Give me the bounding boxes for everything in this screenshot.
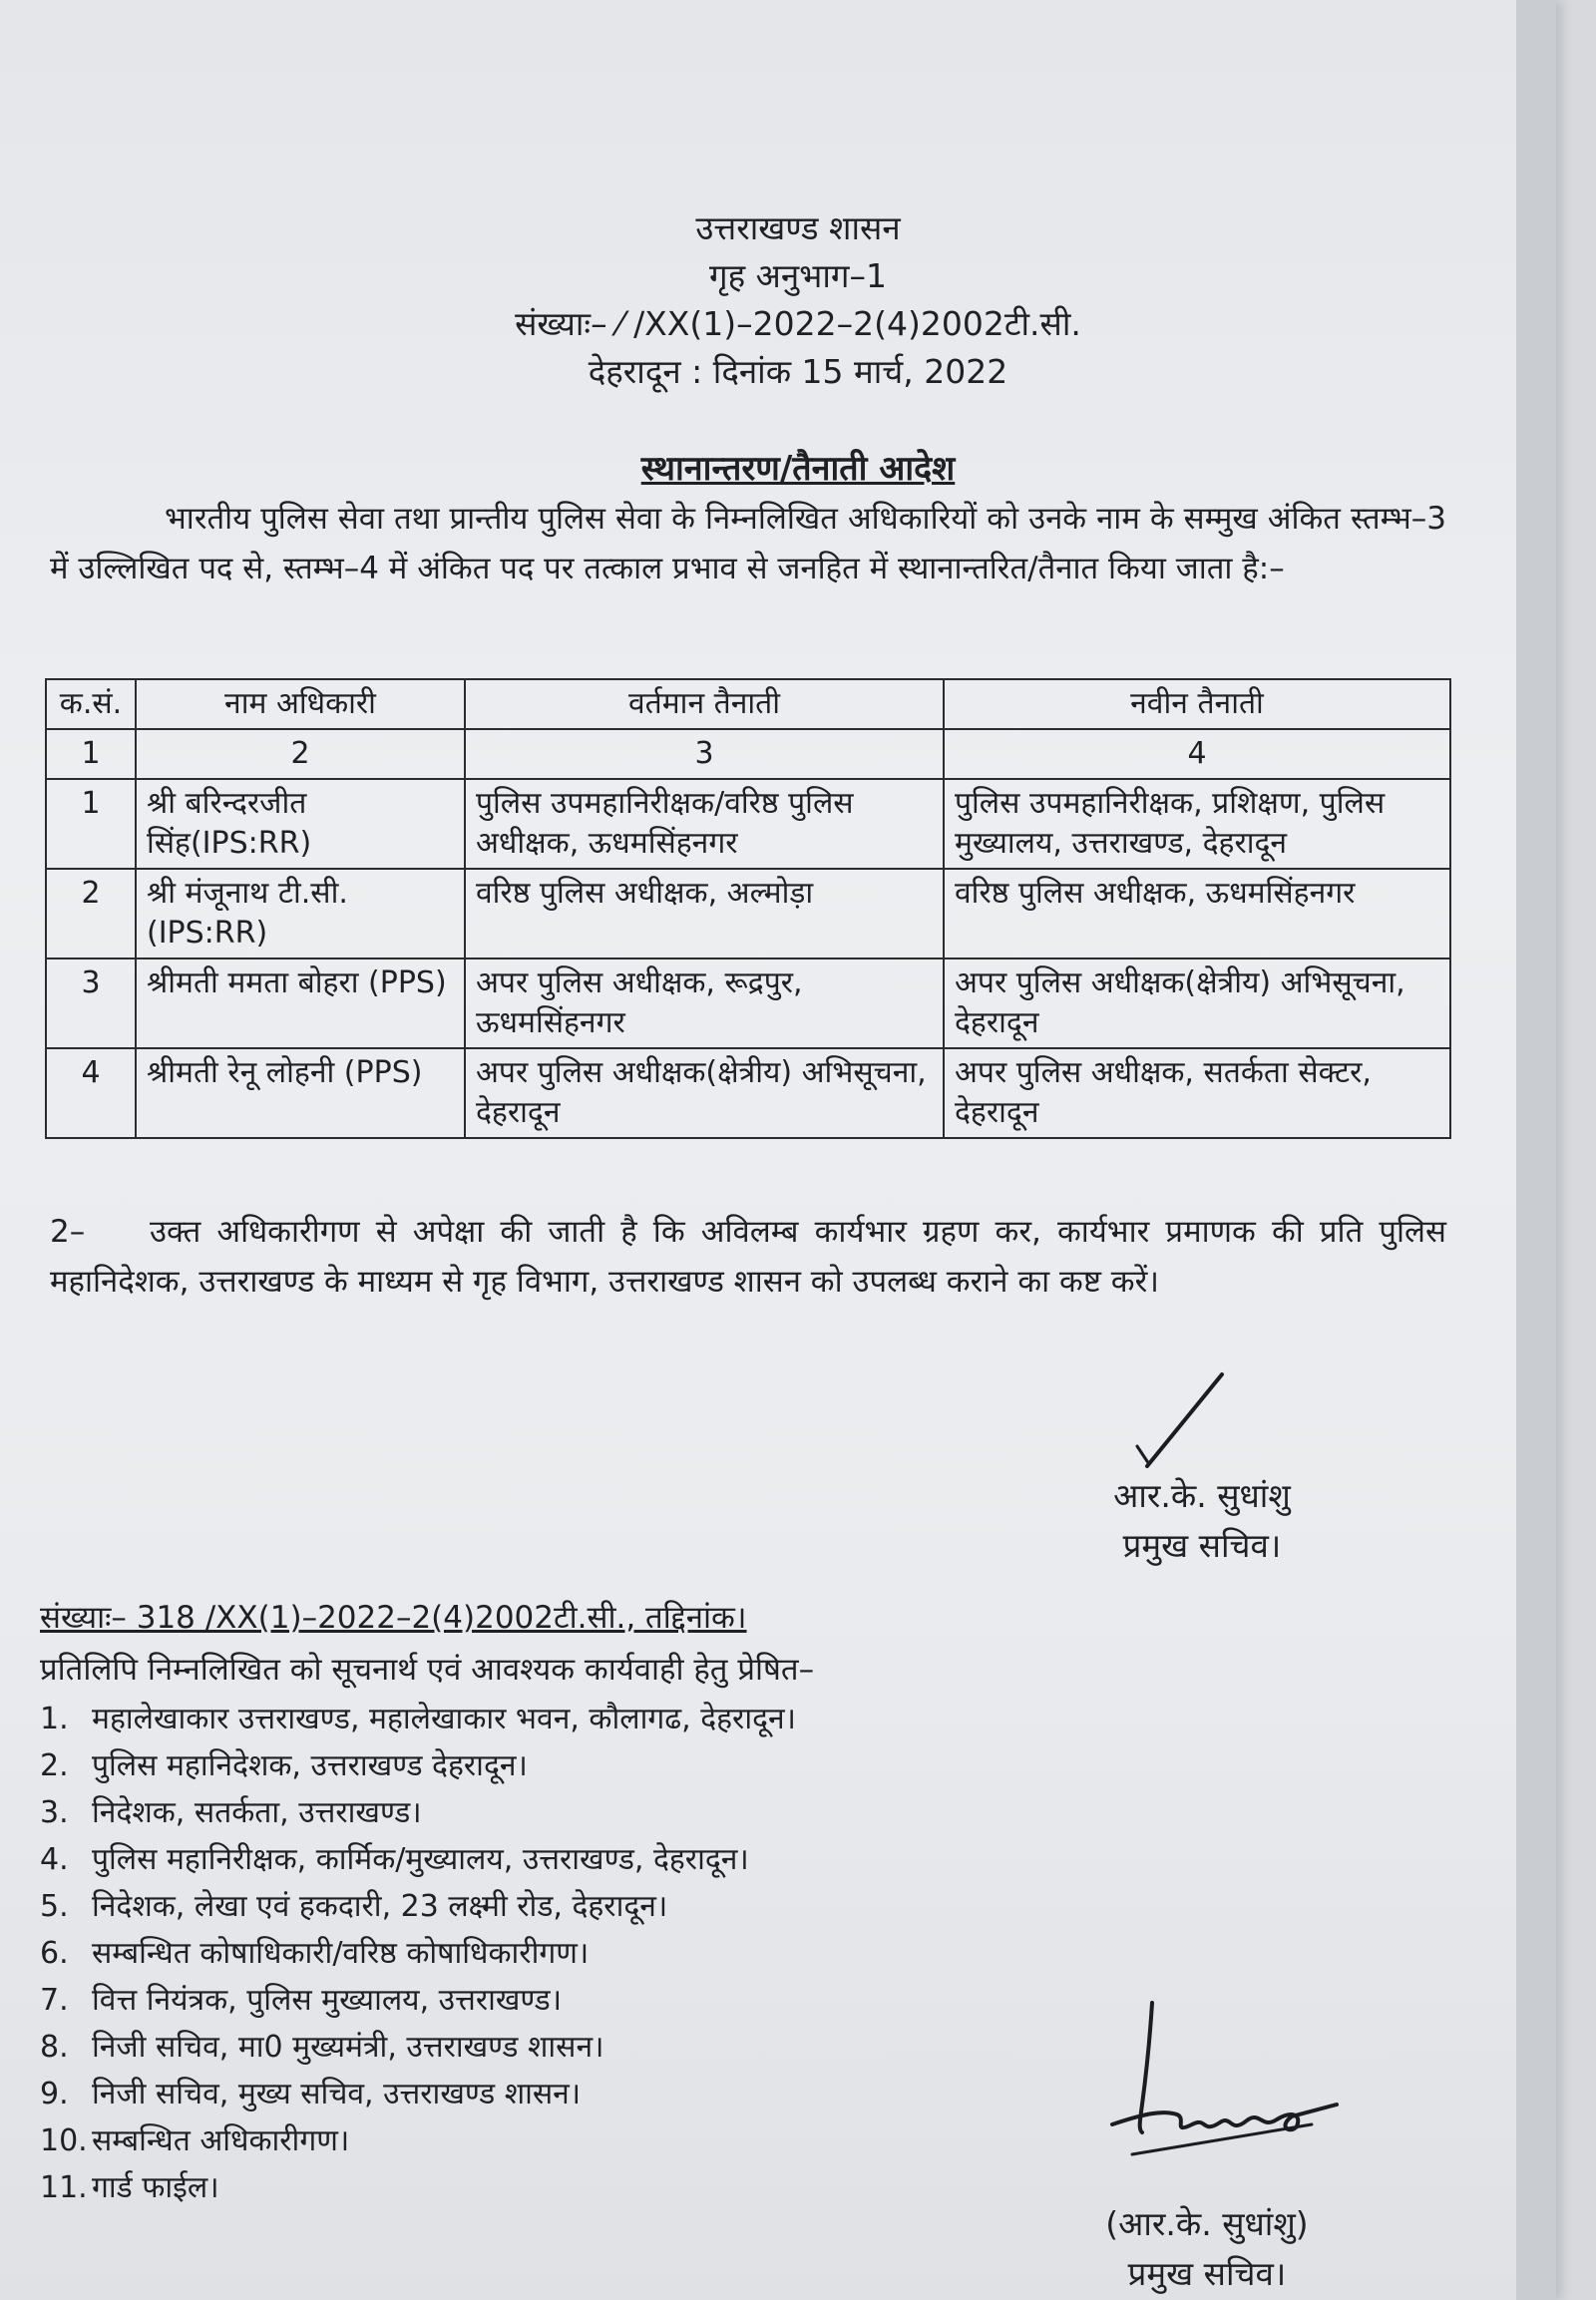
recipient-text: सम्बन्धित कोषाधिकारी/वरिष्ठ कोषाधिकारीगण। (92, 1936, 590, 1971)
signatory-designation: प्रमुख सचिव। (1122, 1526, 1282, 1565)
serial-cell: 1 (46, 779, 136, 869)
signatory-name: आर.के. सुधांशु (1113, 1476, 1291, 1515)
paragraph-number: 2– (50, 1214, 86, 1250)
place-date: देहरादून : दिनांक 15 मार्च, 2022 (588, 352, 1008, 391)
signatory-name: (आर.के. सुधांशु) (1105, 2204, 1309, 2243)
officer-name-cell: श्री बरिन्दरजीत सिंह(IPS:RR) (136, 779, 465, 869)
intro-paragraph: भारतीय पुलिस सेवा तथा प्रान्तीय पुलिस सेवा के निम्नलिखित अधिकारियों को उनके नाम के सम्मुख अंकित स्तम्भ–3 में उल्लिखित पद से, स्तम्भ–4 में अंकित पद पर तत्काल प्रभाव से जनहित में स्थानान्तरित/तैनात किया जाता है:– (50, 501, 1446, 586)
order-number: संख्याः– ⁄ /XX(1)–2022–2(4)2002टी.सी. (515, 304, 1081, 343)
signatory-designation: प्रमुख सचिव। (1127, 2254, 1287, 2293)
list-number: 8. (40, 2030, 69, 2065)
column-number: 4 (944, 729, 1450, 779)
list-number: 4. (40, 1842, 69, 1877)
header-officer-name: नाम अधिकारी (136, 679, 465, 729)
current-posting-cell: वरिष्ठ पुलिस अधीक्षक, अल्मोड़ा (465, 869, 944, 958)
column-number: 2 (136, 729, 465, 779)
list-number: 9. (40, 2077, 69, 2111)
list-item (40, 2024, 796, 2071)
current-posting-cell: अपर पुलिस अधीक्षक(क्षेत्रीय) अभिसूचना, देहरादून (465, 1048, 944, 1138)
copy-intro: प्रतिलिपि निम्नलिखित को सूचनार्थ एवं आवश्यक कार्यवाही हेतु प्रेषित– (40, 1652, 815, 1688)
recipient-list (40, 1696, 796, 2211)
list-item (40, 1883, 796, 1930)
new-posting-cell: अपर पुलिस अधीक्षक(क्षेत्रीय) अभिसूचना, देहरादून (944, 958, 1450, 1048)
copy-reference: संख्याः– 318 /XX(1)–2022–2(4)2002टी.सी., तद्दिनांक। (40, 1600, 747, 1636)
current-posting-cell: पुलिस उपमहानिरीक्षक/वरिष्ठ पुलिस अधीक्षक, ऊधमसिंहनगर (465, 779, 944, 869)
handwritten-signature (1102, 1995, 1362, 2174)
new-posting-cell: अपर पुलिस अधीक्षक, सतर्कता सेक्टर, देहरादून (944, 1048, 1450, 1138)
document-header (0, 204, 1596, 396)
table-row (46, 1048, 1450, 1138)
list-item (40, 1789, 796, 1836)
officer-name-cell: श्रीमती ममता बोहरा (PPS) (136, 958, 465, 1048)
officer-name-cell: श्रीमती रेनू लोहनी (PPS) (136, 1048, 465, 1138)
list-number: 5. (40, 1889, 69, 1924)
serial-cell: 4 (46, 1048, 136, 1138)
table-row (46, 779, 1450, 869)
recipient-text: वित्त नियंत्रक, पुलिस मुख्यालय, उत्तराखण्ड। (92, 1983, 563, 2018)
recipient-text: गार्ड फाईल। (92, 2170, 219, 2205)
column-number: 3 (465, 729, 944, 779)
table-row (46, 958, 1450, 1048)
recipient-text: निदेशक, सतर्कता, उत्तराखण्ड। (92, 1795, 422, 1830)
list-item (40, 1696, 796, 1742)
govt-name: उत्तराखण्ड शासन (695, 208, 901, 247)
table-column-number-row (46, 729, 1450, 779)
list-item (40, 2071, 796, 2117)
transfer-table (45, 678, 1451, 1139)
signatory-block-copy (1087, 2199, 1327, 2299)
header-serial: क.सं. (46, 679, 136, 729)
list-number: 2. (40, 1748, 69, 1783)
list-item (40, 1836, 796, 1883)
recipient-text: सम्बन्धित अधिकारीगण। (92, 2123, 350, 2158)
list-number: 7. (40, 1983, 69, 2018)
recipient-text: पुलिस महानिरीक्षक, कार्मिक/मुख्यालय, उत्तराखण्ड, देहरादून। (92, 1842, 749, 1877)
table-row (46, 869, 1450, 958)
recipient-text: पुलिस महानिदेशक, उत्तराखण्ड देहरादून। (92, 1748, 528, 1783)
signature-mark (1127, 1366, 1247, 1476)
signatory-block (1082, 1471, 1322, 1571)
column-number: 1 (46, 729, 136, 779)
recipient-text: महालेखाकार उत्तराखण्ड, महालेखाकार भवन, कौलागढ, देहरादून। (92, 1702, 797, 1736)
header-new-posting: नवीन तैनाती (944, 679, 1450, 729)
list-number: 10. (40, 2123, 88, 2158)
current-posting-cell: अपर पुलिस अधीक्षक, रूद्रपुर, ऊधमसिंहनगर (465, 958, 944, 1048)
table-header-row (46, 679, 1450, 729)
list-item (40, 1742, 796, 1789)
list-item (40, 2117, 796, 2164)
list-item (40, 2164, 796, 2211)
serial-cell: 2 (46, 869, 136, 958)
list-number: 1. (40, 1702, 69, 1736)
new-posting-cell: वरिष्ठ पुलिस अधीक्षक, ऊधमसिंहनगर (944, 869, 1450, 958)
recipient-text: निजी सचिव, मा0 मुख्यमंत्री, उत्तराखण्ड शासन। (92, 2030, 604, 2065)
header-current-posting: वर्तमान तैनाती (465, 679, 944, 729)
order-title: स्थानान्तरण/तैनाती आदेश (640, 449, 956, 489)
list-item (40, 1930, 796, 1977)
list-item (40, 1977, 796, 2024)
officer-name-cell: श्री मंजूनाथ टी.सी. (IPS:RR) (136, 869, 465, 958)
paragraph-2 (50, 1207, 1446, 1307)
new-posting-cell: पुलिस उपमहानिरीक्षक, प्रशिक्षण, पुलिस मुख्यालय, उत्तराखण्ड, देहरादून (944, 779, 1450, 869)
paragraph-2-text: उक्त अधिकारीगण से अपेक्षा की जाती है कि अविलम्ब कार्यभार ग्रहण कर, कार्यभार प्रमाणक की प्रति पुलिस महानिदेशक, उत्तराखण्ड के माध्यम से गृह विभाग, उत्तराखण्ड शासन को उपलब्ध कराने का कष्ट करें। (50, 1214, 1446, 1300)
section-name: गृह अनुभाग–1 (709, 256, 887, 295)
serial-cell: 3 (46, 958, 136, 1048)
recipient-text: निदेशक, लेखा एवं हकदारी, 23 लक्ष्मी रोड, देहरादून। (92, 1889, 668, 1924)
recipient-text: निजी सचिव, मुख्य सचिव, उत्तराखण्ड शासन। (92, 2077, 582, 2111)
list-number: 6. (40, 1936, 69, 1971)
list-number: 3. (40, 1795, 69, 1830)
list-number: 11. (40, 2170, 88, 2205)
